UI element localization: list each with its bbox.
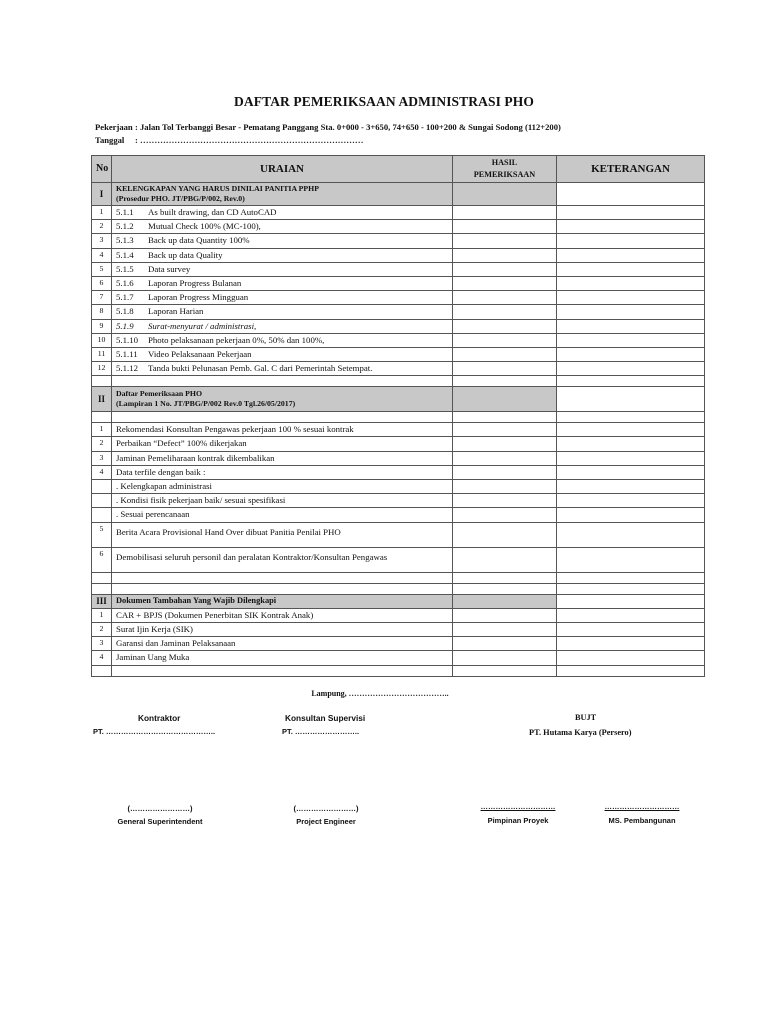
row-keterangan — [557, 508, 705, 522]
table-row — [92, 622, 705, 636]
row-keterangan — [557, 220, 705, 234]
tanggal-line — [95, 135, 363, 145]
spacer-row — [92, 665, 705, 676]
ms-signature-name: ………………………… — [604, 802, 680, 811]
row-code: 5.1.1 — [116, 207, 134, 217]
row-uraian — [112, 451, 453, 465]
row-number: 2 — [92, 437, 112, 451]
table-row — [92, 220, 705, 234]
row-hasil — [453, 637, 557, 651]
row-keterangan — [557, 262, 705, 276]
row-keterangan — [557, 305, 705, 319]
row-hasil — [453, 465, 557, 479]
row-uraian — [112, 480, 453, 494]
row-text: As built drawing, dan CD AutoCAD — [148, 207, 277, 217]
section-3-row — [92, 594, 705, 608]
row-number: 1 — [92, 608, 112, 622]
row-text: Surat-menyurat / administrasi, — [148, 320, 257, 331]
table-row — [92, 362, 705, 376]
row-text: Garansi dan Jaminan Pelaksanaan — [116, 638, 236, 649]
table-row — [92, 276, 705, 290]
row-hasil — [453, 451, 557, 465]
table-row — [92, 547, 705, 572]
bujt-title: BUJT — [575, 713, 597, 722]
section-1-keterangan — [557, 183, 705, 206]
table-row — [92, 437, 705, 451]
section-3-title: Dokumen Tambahan Yang Wajib Dilengkapi — [112, 594, 453, 608]
table-row — [92, 508, 705, 522]
header-uraian: URAIAN — [112, 156, 453, 183]
row-text: Perbaikan “Defect” 100% dikerjakan — [116, 438, 247, 449]
table-row — [92, 248, 705, 262]
row-uraian — [112, 423, 453, 437]
row-code: 5.1.10 — [116, 334, 138, 345]
row-text: Back up data Quality — [148, 249, 223, 260]
row-hasil — [453, 220, 557, 234]
row-keterangan — [557, 480, 705, 494]
row-number: 3 — [92, 234, 112, 248]
header-hasil — [453, 156, 557, 183]
row-hasil — [453, 333, 557, 347]
row-keterangan — [557, 206, 705, 220]
row-number — [92, 508, 112, 522]
row-text: Photo pelaksanaan pekerjaan 0%, 50% dan 100%, — [148, 334, 325, 345]
row-number: 1 — [92, 423, 112, 437]
section-2-hasil — [453, 387, 557, 412]
spacer-row — [92, 572, 705, 583]
row-code: 5.1.12 — [116, 363, 138, 374]
table-row — [92, 347, 705, 361]
row-keterangan — [557, 276, 705, 290]
row-text: Rekomendasi Konsultan Pengawas pekerjaan 100 % sesuai kontrak — [116, 424, 354, 435]
row-hasil — [453, 622, 557, 636]
row-number — [92, 494, 112, 508]
section-1-hasil — [453, 183, 557, 206]
row-keterangan — [557, 362, 705, 376]
row-uraian — [112, 262, 453, 276]
bujt-pt: PT. Hutama Karya (Persero) — [529, 728, 632, 737]
row-uraian — [112, 248, 453, 262]
checklist-table — [91, 155, 705, 677]
row-number: 6 — [92, 547, 112, 572]
ms-signature-role: MS. Pembangunan — [608, 816, 676, 825]
row-hasil — [453, 522, 557, 547]
konsultan-signature-name: (……………………) — [293, 804, 359, 813]
table-row — [92, 423, 705, 437]
row-hasil — [453, 291, 557, 305]
header-no: No — [92, 156, 112, 183]
row-number: 10 — [92, 333, 112, 347]
row-hasil — [453, 248, 557, 262]
section-3-no: III — [92, 594, 112, 608]
row-code: 5.1.2 — [116, 221, 134, 232]
section-2-title-text: Daftar Pemeriksaan PHO — [116, 389, 203, 399]
row-number: 1 — [92, 206, 112, 220]
kontraktor-signature-name: (……………………) — [127, 804, 193, 813]
row-hasil — [453, 276, 557, 290]
row-number: 8 — [92, 305, 112, 319]
row-text: Data terfile dengan baik : — [116, 466, 206, 477]
row-text: Demobilisasi seluruh personil dan peralatan Kontraktor/Konsultan Pengawas — [116, 551, 388, 562]
row-text: Video Pelaksanaan Pekerjaan — [148, 348, 252, 359]
section-2-subtitle: (Lampiran 1 No. JT/PBG/P/002 Rev.0 Tgl.26/05/2017) — [116, 399, 296, 409]
row-uraian — [112, 637, 453, 651]
row-text: Jaminan Pemeliharaan kontrak dikembalikan — [116, 452, 275, 463]
row-uraian — [112, 305, 453, 319]
table-header-row — [92, 156, 705, 183]
row-keterangan — [557, 451, 705, 465]
row-hasil — [453, 319, 557, 333]
row-number: 6 — [92, 276, 112, 290]
row-uraian — [112, 291, 453, 305]
row-number: 2 — [92, 220, 112, 234]
section-1-subtitle: (Prosedur PHO. JT/PBG/P/002, Rev.0) — [116, 194, 245, 203]
table-row — [92, 637, 705, 651]
row-uraian — [112, 651, 453, 665]
row-uraian — [112, 522, 453, 547]
row-text: CAR + BPJS (Dokumen Penerbitan SIK Kontrak Anak) — [116, 609, 314, 620]
row-hasil — [453, 347, 557, 361]
row-number: 2 — [92, 622, 112, 636]
row-uraian — [112, 220, 453, 234]
row-hasil — [453, 206, 557, 220]
header-hasil-line1: HASIL — [491, 158, 518, 167]
row-keterangan — [557, 347, 705, 361]
row-number: 4 — [92, 248, 112, 262]
table-row — [92, 522, 705, 547]
row-hasil — [453, 480, 557, 494]
row-number: 5 — [92, 522, 112, 547]
row-code: 5.1.7 — [116, 292, 134, 303]
table-row — [92, 333, 705, 347]
row-number: 9 — [92, 319, 112, 333]
section-2-title — [112, 387, 453, 412]
row-keterangan — [557, 437, 705, 451]
table-row — [92, 465, 705, 479]
row-keterangan — [557, 522, 705, 547]
row-text: Mutual Check 100% (MC-100), — [148, 221, 261, 232]
row-hasil — [453, 234, 557, 248]
section-2-row — [92, 387, 705, 412]
row-hasil — [453, 494, 557, 508]
row-keterangan — [557, 547, 705, 572]
row-keterangan — [557, 234, 705, 248]
row-code: 5.1.3 — [116, 235, 134, 246]
row-code: 5.1.11 — [116, 348, 138, 359]
table-row — [92, 305, 705, 319]
header-keterangan: KETERANGAN — [557, 156, 705, 183]
row-keterangan — [557, 494, 705, 508]
row-uraian — [112, 437, 453, 451]
konsultan-title: Konsultan Supervisi — [285, 713, 366, 723]
row-text: . Kelengkapan administrasi — [116, 481, 213, 491]
section-1-no: I — [92, 183, 112, 206]
table-row — [92, 206, 705, 220]
row-keterangan — [557, 333, 705, 347]
pekerjaan-line — [95, 122, 561, 132]
row-keterangan — [557, 622, 705, 636]
row-text: Berita Acara Provisional Hand Over dibuat Panitia Penilai PHO — [116, 526, 341, 537]
row-number: 11 — [92, 347, 112, 361]
row-code: 5.1.6 — [116, 277, 134, 288]
row-number: 4 — [92, 465, 112, 479]
table-row — [92, 319, 705, 333]
row-code: 5.1.9 — [116, 320, 134, 331]
konsultan-signature-role: Project Engineer — [296, 817, 356, 826]
row-hasil — [453, 305, 557, 319]
row-uraian — [112, 234, 453, 248]
row-text: Tanda bukti Pelunasan Pemb. Gal. C dari Pemerintah Setempat. — [148, 363, 373, 374]
row-number: 12 — [92, 362, 112, 376]
row-uraian — [112, 319, 453, 333]
row-keterangan — [557, 465, 705, 479]
row-keterangan — [557, 651, 705, 665]
row-hasil — [453, 608, 557, 622]
pekerjaan-value: : Jalan Tol Terbanggi Besar - Pematang Panggang Sta. 0+000 - 3+650, 74+650 - 100+200 & Sungai Sodong (112+200) — [135, 122, 561, 132]
row-uraian — [112, 622, 453, 636]
row-uraian — [112, 206, 453, 220]
row-number: 3 — [92, 637, 112, 651]
row-text: Laporan Progress Mingguan — [148, 292, 249, 303]
pekerjaan-label: Pekerjaan — [95, 122, 133, 132]
row-number: 7 — [92, 291, 112, 305]
row-hasil — [453, 508, 557, 522]
section-1-title — [112, 183, 453, 206]
row-uraian — [112, 494, 453, 508]
table-row — [92, 234, 705, 248]
document-title: DAFTAR PEMERIKSAAN ADMINISTRASI PHO — [234, 94, 534, 109]
table-row — [92, 651, 705, 665]
row-number: 4 — [92, 651, 112, 665]
row-code: 5.1.5 — [116, 263, 134, 274]
row-hasil — [453, 437, 557, 451]
row-keterangan — [557, 637, 705, 651]
table-row — [92, 451, 705, 465]
row-text: Laporan Harian — [148, 306, 204, 317]
row-uraian — [112, 276, 453, 290]
pimpinan-signature-role: Pimpinan Proyek — [487, 816, 549, 825]
row-text: Surat Ijin Kerja (SIK) — [116, 623, 193, 634]
table-row — [92, 262, 705, 276]
row-uraian — [112, 347, 453, 361]
row-hasil — [453, 362, 557, 376]
kontraktor-signature-role: General Superintendent — [117, 817, 203, 826]
section-2-no: II — [92, 387, 112, 412]
row-keterangan — [557, 291, 705, 305]
section-1-row — [92, 183, 705, 206]
row-text: Back up data Quantity 100% — [148, 235, 250, 246]
row-uraian — [112, 465, 453, 479]
header-hasil-line2: PEMERIKSAAN — [473, 170, 536, 179]
row-text: . Sesuai perencanaan — [116, 509, 190, 520]
row-keterangan — [557, 423, 705, 437]
row-number: 5 — [92, 262, 112, 276]
row-hasil — [453, 262, 557, 276]
section-3-hasil — [453, 594, 557, 608]
tanggal-value: : …………………………………………………………………… — [135, 135, 364, 145]
row-keterangan — [557, 319, 705, 333]
place-date: Lampung, ……………………………….. — [311, 689, 449, 698]
row-code: 5.1.4 — [116, 249, 134, 260]
row-hasil — [453, 547, 557, 572]
row-text: Data survey — [148, 263, 191, 274]
row-uraian — [112, 608, 453, 622]
konsultan-pt: PT. …………………….. — [282, 727, 360, 736]
row-number — [92, 480, 112, 494]
row-text: Jaminan Uang Muka — [116, 652, 190, 663]
table-row — [92, 291, 705, 305]
kontraktor-title: Kontraktor — [138, 713, 181, 723]
tanggal-label: Tanggal — [95, 135, 125, 145]
kontraktor-pt: PT. …………………………………….. — [93, 727, 216, 736]
row-uraian — [112, 362, 453, 376]
row-code: 5.1.8 — [116, 306, 134, 317]
table-row — [92, 480, 705, 494]
spacer-row — [92, 583, 705, 594]
row-hasil — [453, 651, 557, 665]
section-2-keterangan — [557, 387, 705, 412]
spacer-row — [92, 412, 705, 423]
section-1-title-text: KELENGKAPAN YANG HARUS DINILAI PANITIA PPHP — [116, 184, 319, 193]
row-uraian — [112, 333, 453, 347]
row-keterangan — [557, 608, 705, 622]
spacer-row — [92, 376, 705, 387]
row-uraian — [112, 547, 453, 572]
row-text: . Kondisi fisik pekerjaan baik/ sesuai spesifikasi — [116, 495, 286, 506]
row-number: 3 — [92, 451, 112, 465]
row-keterangan — [557, 248, 705, 262]
row-uraian — [112, 508, 453, 522]
row-text: Laporan Progress Bulanan — [148, 277, 242, 288]
table-row — [92, 608, 705, 622]
table-row — [92, 494, 705, 508]
section-3-keterangan — [557, 594, 705, 608]
row-hasil — [453, 423, 557, 437]
pimpinan-signature-name: ………………………… — [480, 802, 556, 811]
